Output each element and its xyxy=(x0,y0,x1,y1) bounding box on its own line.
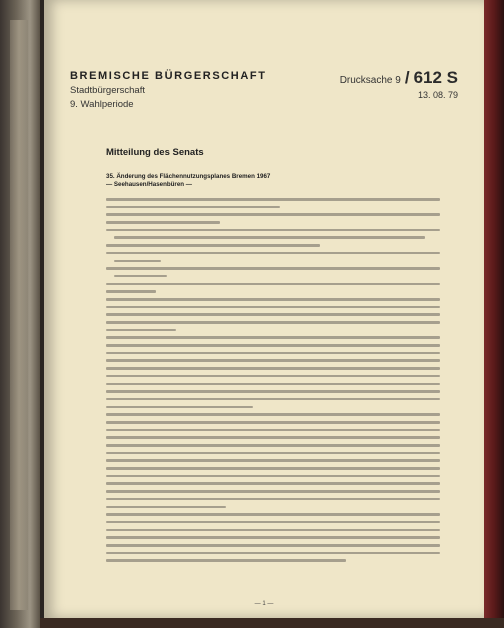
doc-label: Drucksache 9 xyxy=(339,75,401,86)
paragraph xyxy=(106,336,440,408)
subject-line-2: — Seehausen/Hasenbüren — xyxy=(106,181,192,188)
list-item xyxy=(106,267,440,277)
list-item xyxy=(106,229,440,239)
binder-edge xyxy=(484,0,504,628)
doc-slash: / xyxy=(404,68,410,87)
body-name: Stadtbürgerschaft xyxy=(70,85,145,96)
subject xyxy=(106,173,270,189)
header-right xyxy=(340,68,458,100)
header-left xyxy=(70,70,267,110)
paragraph xyxy=(106,413,440,508)
page-title: Mitteilung des Senats xyxy=(106,147,204,158)
term: 9. Wahlperiode xyxy=(70,99,134,110)
paragraph xyxy=(106,213,440,223)
doc-date: 13. 08. 79 xyxy=(417,90,458,100)
paragraph xyxy=(106,513,440,562)
paragraph xyxy=(106,283,440,293)
paragraph xyxy=(106,298,440,331)
paragraph xyxy=(106,198,440,208)
document-page xyxy=(44,0,484,618)
binder-bottom xyxy=(40,618,504,628)
list-item xyxy=(106,244,440,247)
doc-number: 612 S xyxy=(413,68,458,87)
organization-name: BREMISCHE BÜRGERSCHAFT xyxy=(70,70,267,82)
page-number: — 1 — xyxy=(254,601,274,607)
list-item xyxy=(106,252,440,262)
book-spine xyxy=(0,0,40,628)
subject-line-1: 35. Änderung des Flächennutzungsplanes Bremen 1967 xyxy=(106,173,271,180)
body-text xyxy=(106,198,440,567)
